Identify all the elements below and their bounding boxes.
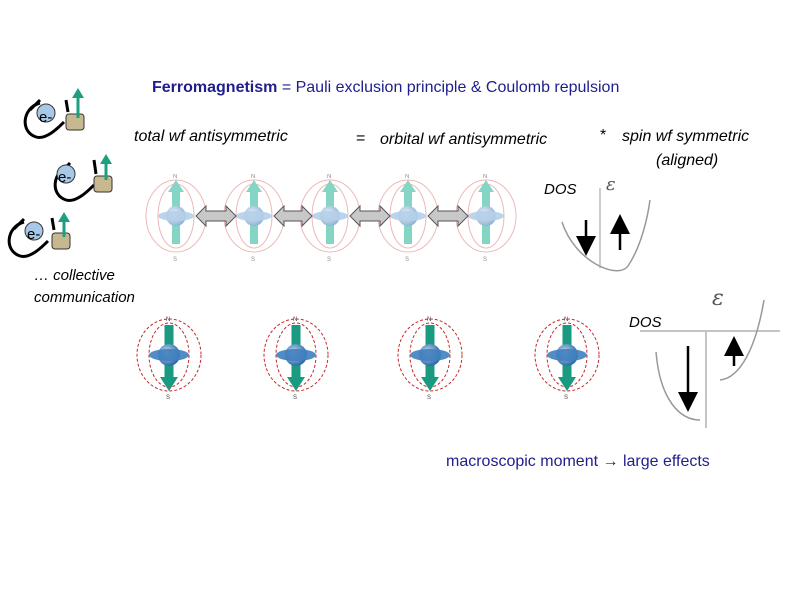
svg-text:S: S: [251, 257, 256, 263]
svg-text:S: S: [293, 395, 298, 401]
collective-text-line2: communication: [34, 289, 135, 306]
electron-figure-3: [9, 212, 70, 256]
svg-text:N: N: [173, 174, 178, 180]
dos-upper-energy-label: ε: [606, 174, 616, 195]
svg-text:N: N: [483, 174, 488, 180]
electron-label-2: e-: [58, 169, 72, 186]
coupling-arrow-2: [274, 206, 312, 226]
equals-sign: =: [356, 130, 366, 147]
svg-text:N: N: [564, 317, 569, 323]
dos-upper-diagram: [562, 188, 650, 271]
lower-moment-2: [264, 317, 328, 401]
total-wf-text: total wf antisymmetric: [134, 128, 288, 145]
electron-figure-2: [55, 154, 112, 200]
aligned-text: (aligned): [656, 152, 719, 169]
coupling-arrow-1: [196, 206, 236, 226]
svg-text:N: N: [251, 174, 256, 180]
lower-moment-row: [137, 317, 599, 401]
svg-text:N: N: [293, 317, 298, 323]
svg-text:S: S: [166, 395, 171, 401]
svg-text:N: N: [166, 317, 171, 323]
coupling-arrow-4: [428, 206, 468, 226]
svg-text:S: S: [173, 257, 178, 263]
conclusion-text: macroscopic moment → large effects: [446, 453, 710, 470]
electron-label-3: e-: [27, 226, 41, 243]
svg-text:N: N: [405, 174, 410, 180]
svg-text:S: S: [405, 257, 410, 263]
dos-lower-label: DOS: [629, 314, 662, 331]
lower-moment-3: [398, 317, 462, 401]
electron-figure-1: [25, 88, 84, 137]
collective-text-line1: … collective: [34, 267, 115, 284]
svg-text:S: S: [327, 257, 332, 263]
svg-text:S: S: [483, 257, 488, 263]
multiply-star: *: [600, 127, 607, 144]
orbital-wf-text: orbital wf antisymmetric: [380, 131, 548, 148]
spin-wf-text: spin wf symmetric: [622, 128, 750, 145]
dos-upper-label: DOS: [544, 181, 577, 198]
svg-text:S: S: [427, 395, 432, 401]
lower-moment-4: [535, 317, 599, 401]
coupling-arrow-3: [350, 206, 390, 226]
dos-lower-energy-label: ε: [712, 286, 724, 311]
svg-text:N: N: [327, 174, 332, 180]
svg-text:S: S: [564, 395, 569, 401]
svg-text:N: N: [427, 317, 432, 323]
dos-lower-diagram: [640, 300, 780, 428]
slide-title: Ferromagnetism = Pauli exclusion principle & Coulomb repulsion: [152, 79, 620, 96]
electron-label-1: e-: [39, 109, 53, 126]
lower-moment-1: [137, 317, 201, 401]
upper-moment-1: [146, 174, 206, 263]
